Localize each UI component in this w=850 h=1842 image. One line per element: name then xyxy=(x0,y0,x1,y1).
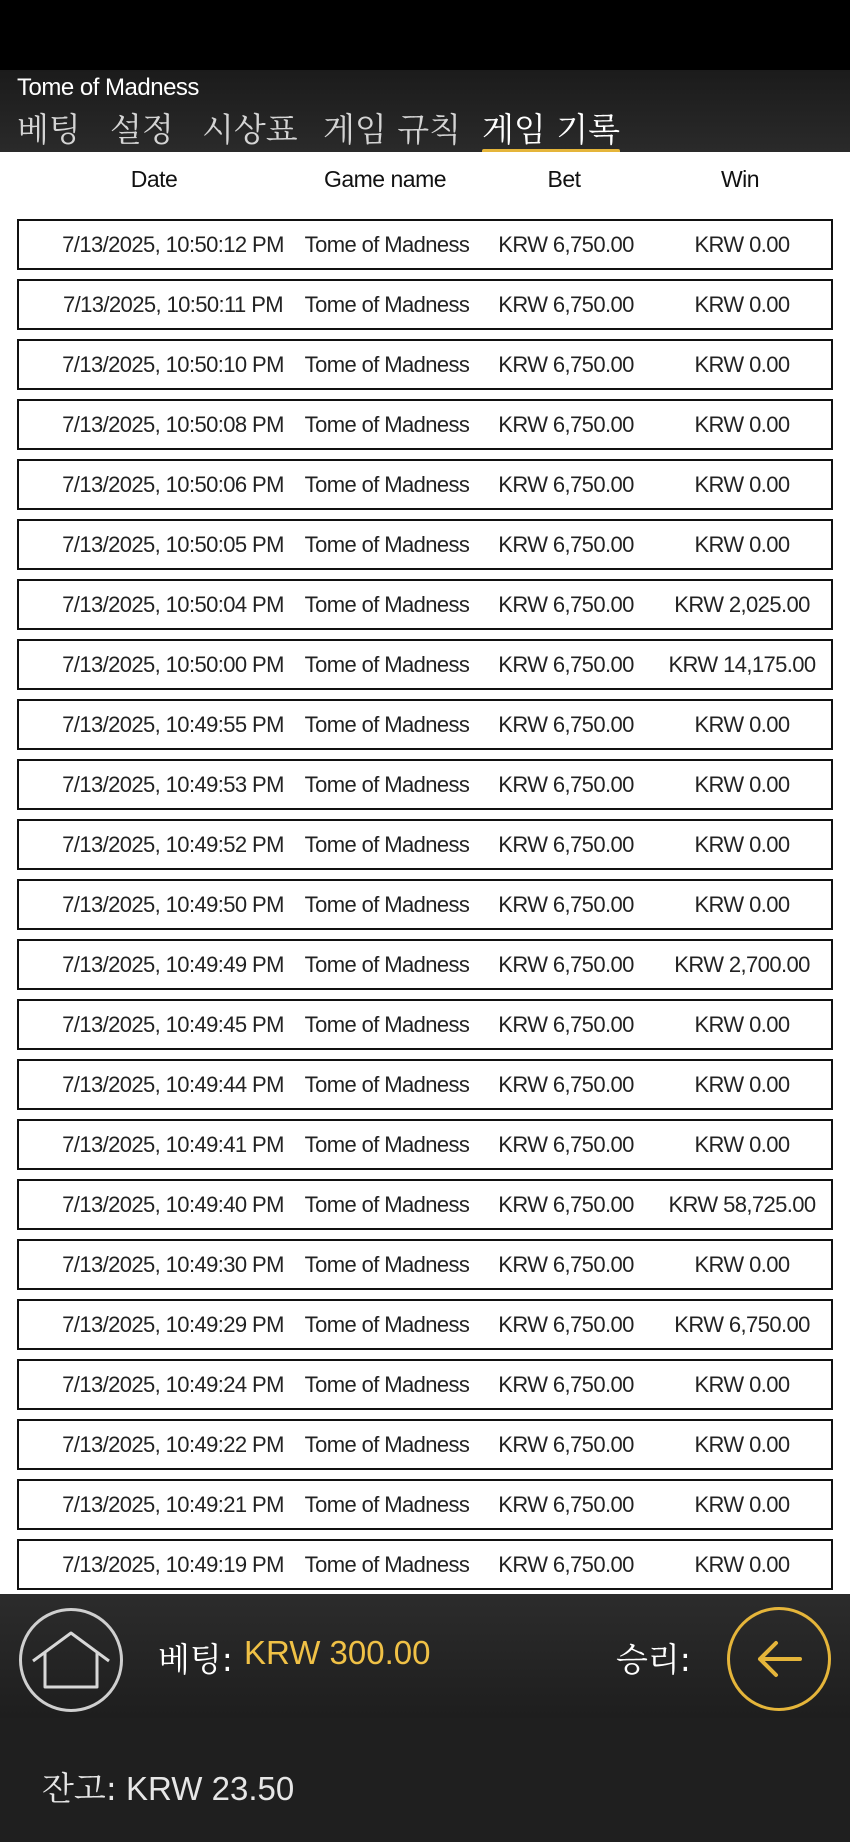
row-win: KRW 2,025.00 xyxy=(674,592,810,617)
history-row xyxy=(17,1539,833,1590)
tab-paytable[interactable]: 시상표 xyxy=(202,110,298,149)
balance-value: KRW 23.50 xyxy=(126,1770,295,1807)
row-bet: KRW 6,750.00 xyxy=(498,232,634,257)
bottom-bar xyxy=(0,1594,850,1718)
history-row xyxy=(17,219,833,270)
row-win: KRW 0.00 xyxy=(694,532,790,557)
row-game-name: Tome of Madness xyxy=(304,1492,470,1517)
arrow-left-icon xyxy=(754,1639,804,1679)
column-header-bet: Bet xyxy=(547,166,581,192)
row-date: 7/13/2025, 10:50:10 PM xyxy=(62,352,284,377)
row-date: 7/13/2025, 10:49:22 PM xyxy=(62,1432,284,1457)
history-row xyxy=(17,699,833,750)
row-bet: KRW 6,750.00 xyxy=(498,1132,634,1157)
row-bet: KRW 6,750.00 xyxy=(498,532,634,557)
row-date: 7/13/2025, 10:49:24 PM xyxy=(62,1372,284,1397)
row-date: 7/13/2025, 10:49:40 PM xyxy=(62,1192,284,1217)
row-game-name: Tome of Madness xyxy=(304,712,470,737)
row-win: KRW 0.00 xyxy=(694,1012,790,1037)
tab-game-rules[interactable]: 게임 규칙 xyxy=(323,110,462,149)
row-win: KRW 0.00 xyxy=(694,1132,790,1157)
history-row xyxy=(17,1239,833,1290)
status-bar xyxy=(0,0,850,70)
row-win: KRW 58,725.00 xyxy=(668,1192,816,1217)
row-win: KRW 0.00 xyxy=(694,352,790,377)
row-date: 7/13/2025, 10:50:11 PM xyxy=(62,292,284,317)
column-header-game-name: Game name xyxy=(323,166,447,192)
balance xyxy=(42,1763,294,1810)
tab-game-history[interactable]: 게임 기록 xyxy=(482,110,620,152)
row-bet: KRW 6,750.00 xyxy=(498,952,634,977)
row-win: KRW 0.00 xyxy=(694,1072,790,1097)
row-date: 7/13/2025, 10:49:53 PM xyxy=(62,772,284,797)
history-row xyxy=(17,819,833,870)
row-date: 7/13/2025, 10:49:52 PM xyxy=(62,832,284,857)
row-game-name: Tome of Madness xyxy=(304,472,470,497)
row-game-name: Tome of Madness xyxy=(304,892,470,917)
row-game-name: Tome of Madness xyxy=(304,1012,470,1037)
row-win: KRW 6,750.00 xyxy=(674,1312,810,1337)
row-game-name: Tome of Madness xyxy=(304,652,470,677)
row-date: 7/13/2025, 10:49:30 PM xyxy=(62,1252,284,1277)
row-game-name: Tome of Madness xyxy=(304,412,470,437)
history-row xyxy=(17,1179,833,1230)
row-bet: KRW 6,750.00 xyxy=(498,832,634,857)
history-row xyxy=(17,1119,833,1170)
row-game-name: Tome of Madness xyxy=(304,592,470,617)
row-win: KRW 0.00 xyxy=(694,1432,790,1457)
history-row xyxy=(17,1059,833,1110)
row-date: 7/13/2025, 10:50:00 PM xyxy=(62,652,284,677)
row-win: KRW 14,175.00 xyxy=(668,652,816,677)
history-panel xyxy=(0,152,850,1594)
game-header xyxy=(0,70,850,152)
row-game-name: Tome of Madness xyxy=(304,1072,470,1097)
row-game-name: Tome of Madness xyxy=(304,1432,470,1457)
history-row xyxy=(17,999,833,1050)
row-date: 7/13/2025, 10:50:12 PM xyxy=(62,232,284,257)
row-date: 7/13/2025, 10:49:45 PM xyxy=(62,1012,284,1037)
back-button[interactable] xyxy=(727,1607,831,1711)
footer xyxy=(0,1718,850,1842)
history-row xyxy=(17,519,833,570)
bet-value: KRW 300.00 xyxy=(244,1634,431,1671)
row-game-name: Tome of Madness xyxy=(304,1552,470,1577)
history-row xyxy=(17,1359,833,1410)
row-win: KRW 0.00 xyxy=(694,1492,790,1517)
bet-label: 베팅: xyxy=(158,1640,233,1679)
row-date: 7/13/2025, 10:49:29 PM xyxy=(62,1312,284,1337)
row-bet: KRW 6,750.00 xyxy=(498,1312,634,1337)
row-date: 7/13/2025, 10:49:41 PM xyxy=(62,1132,284,1157)
history-row xyxy=(17,339,833,390)
row-win: KRW 0.00 xyxy=(694,1252,790,1277)
tab-bet[interactable]: 베팅 xyxy=(17,110,81,149)
row-win: KRW 0.00 xyxy=(694,832,790,857)
row-bet: KRW 6,750.00 xyxy=(498,1072,634,1097)
row-game-name: Tome of Madness xyxy=(304,1132,470,1157)
row-date: 7/13/2025, 10:49:19 PM xyxy=(62,1552,284,1577)
row-bet: KRW 6,750.00 xyxy=(498,1192,634,1217)
row-game-name: Tome of Madness xyxy=(304,1372,470,1397)
row-bet: KRW 6,750.00 xyxy=(498,1012,634,1037)
row-date: 7/13/2025, 10:50:04 PM xyxy=(62,592,284,617)
row-game-name: Tome of Madness xyxy=(304,292,470,317)
row-win: KRW 0.00 xyxy=(694,1372,790,1397)
balance-label: 잔고: xyxy=(42,1769,117,1808)
row-win: KRW 0.00 xyxy=(694,892,790,917)
row-date: 7/13/2025, 10:49:50 PM xyxy=(62,892,284,917)
row-bet: KRW 6,750.00 xyxy=(498,352,634,377)
column-header-win: Win xyxy=(720,166,760,192)
row-game-name: Tome of Madness xyxy=(304,532,470,557)
history-row xyxy=(17,579,833,630)
row-bet: KRW 6,750.00 xyxy=(498,1372,634,1397)
row-game-name: Tome of Madness xyxy=(304,772,470,797)
row-date: 7/13/2025, 10:49:44 PM xyxy=(62,1072,284,1097)
history-row xyxy=(17,1299,833,1350)
row-bet: KRW 6,750.00 xyxy=(498,712,634,737)
row-bet: KRW 6,750.00 xyxy=(498,1252,634,1277)
row-date: 7/13/2025, 10:49:55 PM xyxy=(62,712,284,737)
row-game-name: Tome of Madness xyxy=(304,1192,470,1217)
history-row xyxy=(17,459,833,510)
column-header-date: Date xyxy=(130,166,178,192)
row-date: 7/13/2025, 10:50:06 PM xyxy=(62,472,284,497)
row-game-name: Tome of Madness xyxy=(304,1252,470,1277)
game-title: Tome of Madness xyxy=(17,74,199,101)
tab-bar xyxy=(0,110,850,152)
row-game-name: Tome of Madness xyxy=(304,352,470,377)
history-row xyxy=(17,279,833,330)
row-bet: KRW 6,750.00 xyxy=(498,292,634,317)
row-bet: KRW 6,750.00 xyxy=(498,472,634,497)
row-bet: KRW 6,750.00 xyxy=(498,772,634,797)
row-date: 7/13/2025, 10:50:05 PM xyxy=(62,532,284,557)
row-win: KRW 0.00 xyxy=(694,292,790,317)
row-date: 7/13/2025, 10:50:08 PM xyxy=(62,412,284,437)
row-bet: KRW 6,750.00 xyxy=(498,892,634,917)
row-win: KRW 2,700.00 xyxy=(674,952,810,977)
history-row xyxy=(17,759,833,810)
win-label: 승리: xyxy=(616,1640,691,1679)
row-game-name: Tome of Madness xyxy=(304,232,470,257)
row-bet: KRW 6,750.00 xyxy=(498,1492,634,1517)
row-win: KRW 0.00 xyxy=(694,1552,790,1577)
row-win: KRW 0.00 xyxy=(694,772,790,797)
history-row xyxy=(17,639,833,690)
home-icon xyxy=(29,1629,113,1691)
row-bet: KRW 6,750.00 xyxy=(498,412,634,437)
row-game-name: Tome of Madness xyxy=(304,1312,470,1337)
row-win: KRW 0.00 xyxy=(694,232,790,257)
history-row xyxy=(17,1419,833,1470)
tab-settings[interactable]: 설정 xyxy=(110,110,174,149)
row-date: 7/13/2025, 10:49:49 PM xyxy=(62,952,284,977)
row-win: KRW 0.00 xyxy=(694,472,790,497)
row-game-name: Tome of Madness xyxy=(304,952,470,977)
history-row xyxy=(17,1479,833,1530)
row-date: 7/13/2025, 10:49:21 PM xyxy=(62,1492,284,1517)
row-bet: KRW 6,750.00 xyxy=(498,592,634,617)
row-game-name: Tome of Madness xyxy=(304,832,470,857)
history-row xyxy=(17,399,833,450)
row-bet: KRW 6,750.00 xyxy=(498,652,634,677)
home-button[interactable] xyxy=(19,1608,123,1712)
row-bet: KRW 6,750.00 xyxy=(498,1552,634,1577)
row-bet: KRW 6,750.00 xyxy=(498,1432,634,1457)
row-win: KRW 0.00 xyxy=(694,712,790,737)
row-win: KRW 0.00 xyxy=(694,412,790,437)
history-row xyxy=(17,939,833,990)
history-row xyxy=(17,879,833,930)
